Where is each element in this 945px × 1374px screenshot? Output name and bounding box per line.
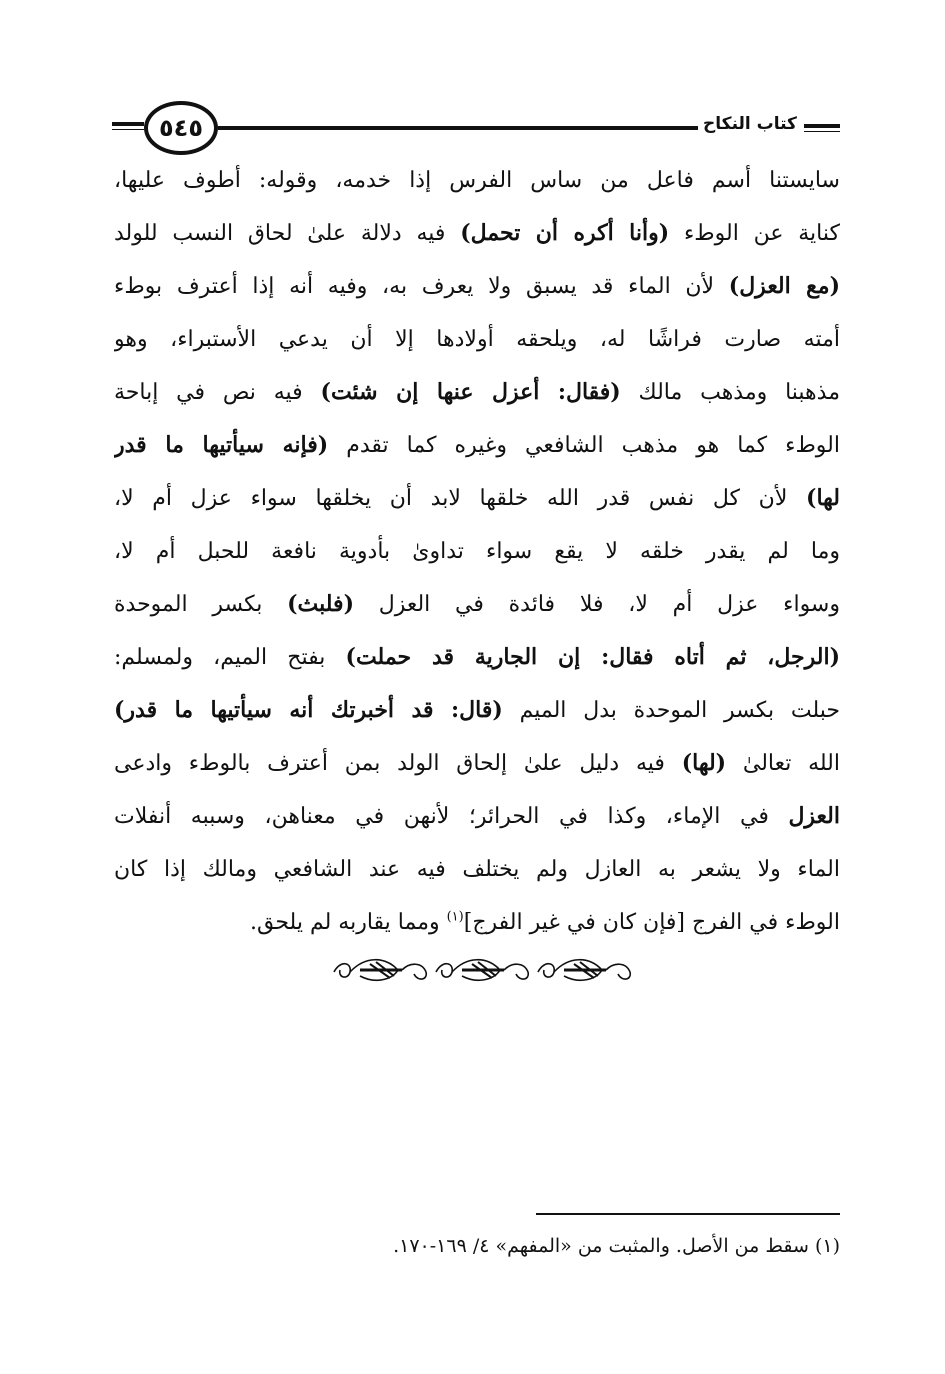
text-line <box>114 419 840 472</box>
hadith-quote: (فقال: أعزل عنها إن شئت) <box>320 379 621 405</box>
commentary-text: الوطء في الفرج [فإن كان في غير الفرج] <box>463 910 840 935</box>
footnote-reference: (١) <box>446 909 464 925</box>
hadith-quote: (مع العزل) <box>728 273 840 299</box>
hadith-quote: (وأنا أكره أن تحمل) <box>460 220 670 246</box>
text-line <box>114 313 840 366</box>
commentary-text: بفتح الميم، ولمسلم: <box>114 645 346 670</box>
hadith-quote: (فلبث) <box>287 591 354 617</box>
commentary-text: كناية عن الوطء <box>669 221 840 246</box>
commentary-text: أمته صارت فراشًا له، ويلحقه أولادها إلا أن يدعي الأستبراء، وهو <box>114 327 840 352</box>
hadith-quote: (قال: قد أخبرتك أنه سيأتيها ما قدر) <box>114 697 503 723</box>
header-rule-main <box>218 126 698 130</box>
commentary-text: لأن الماء قد يسبق ولا يعرف به، وفيه أنه إذا أعترف بوطء <box>114 274 729 299</box>
commentary-text: ومما يقاربه لم يلحق. <box>250 910 447 935</box>
body-text <box>114 154 840 949</box>
hadith-quote: (فإنه سيأتيها ما قدر <box>114 432 329 458</box>
footnote-marker: (١) <box>814 1235 840 1257</box>
text-line <box>114 578 840 631</box>
header-rule-left <box>112 122 144 126</box>
text-line <box>114 525 840 578</box>
text-line <box>114 207 840 260</box>
hadith-quote: العزل <box>788 803 840 829</box>
hadith-quote: (لها) <box>681 750 727 776</box>
header-rule-right <box>804 124 840 128</box>
page-number-badge <box>144 101 218 155</box>
footnote <box>114 1228 840 1264</box>
text-line <box>114 896 840 949</box>
text-line <box>114 843 840 896</box>
commentary-text: فيه دليل علىٰ إلحاق الولد بمن أعترف بالوطء وادعى <box>114 751 682 776</box>
commentary-text: بكسر الموحدة <box>114 592 288 617</box>
text-line <box>114 790 840 843</box>
commentary-text: وما لم يقدر خلقه لا يقع سواء تداوىٰ بأدوية نافعة للحبل أم لا، <box>114 539 840 564</box>
text-line <box>114 631 840 684</box>
commentary-text: مذهبنا ومذهب مالك <box>620 380 840 405</box>
commentary-text: الماء ولا يشعر به العازل ولم يختلف فيه عند الشافعي ومالك إذا كان <box>114 857 840 882</box>
commentary-text: سايستنا أسم فاعل من ساس الفرس إذا خدمه، وقوله: أطوف عليها، <box>114 168 840 193</box>
header-rule-right-thin <box>804 131 840 132</box>
page-number: ٥٤٥ <box>159 114 203 142</box>
text-line <box>114 366 840 419</box>
running-head-title: كتاب النكاح <box>698 112 802 136</box>
commentary-text: لأن كل نفس قدر الله خلقها لابد أن يخلقها سواء عزل أم لا، <box>114 486 807 511</box>
commentary-text: في الإماء، وكذا في الحرائر؛ لأنهن في معناهن، وسببه أنفلات <box>114 804 789 829</box>
hadith-quote: لها) <box>806 485 840 511</box>
commentary-text: حبلت بكسر الموحدة بدل الميم <box>502 698 840 723</box>
hadith-quote: (الرجل، ثم أتاه فقال: إن الجارية قد حملت) <box>345 644 840 670</box>
commentary-text: الله تعالىٰ <box>726 751 840 776</box>
footnote-text: سقط من الأصل. والمثبت من «المفهم» ٤/ ١٦٩-١٧٠. <box>393 1235 809 1257</box>
text-line <box>114 154 840 207</box>
text-line <box>114 737 840 790</box>
text-line <box>114 472 840 525</box>
commentary-text: فيه دلالة علىٰ لحاق النسب للولد <box>114 221 461 246</box>
text-line <box>114 684 840 737</box>
floral-divider-icon <box>330 950 635 994</box>
commentary-text: فيه نص في إباحة <box>114 380 321 405</box>
commentary-text: وسواء عزل أم لا، فلا فائدة في العزل <box>353 592 840 617</box>
footnote-separator <box>536 1213 840 1215</box>
commentary-text: الوطء كما هو مذهب الشافعي وغيره كما تقدم <box>328 433 840 458</box>
text-line <box>114 260 840 313</box>
header-rule-left-thin <box>112 129 144 130</box>
